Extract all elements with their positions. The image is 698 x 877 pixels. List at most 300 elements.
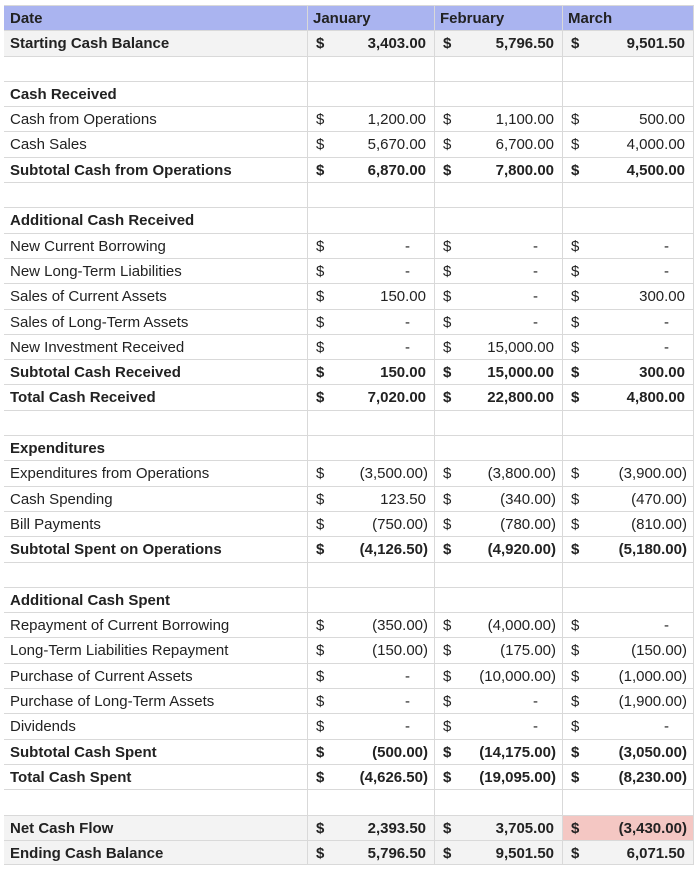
- value-cell[interactable]: [562, 31, 694, 55]
- value-cell[interactable]: [307, 436, 434, 460]
- value-cell[interactable]: [562, 740, 694, 764]
- value-cell[interactable]: [307, 411, 434, 435]
- value-cell[interactable]: [307, 360, 434, 384]
- currency-symbol: $: [571, 389, 580, 407]
- amount: (3,050.00): [618, 743, 687, 761]
- currency-symbol: $: [571, 237, 580, 255]
- value-cell[interactable]: [307, 638, 434, 662]
- value-cell[interactable]: [307, 183, 434, 207]
- row-total-cash-received: [4, 384, 694, 409]
- currency-symbol: $: [316, 35, 325, 53]
- value-cell[interactable]: [562, 563, 694, 587]
- amount: -: [533, 262, 538, 280]
- currency-symbol: $: [571, 364, 580, 382]
- amount: 15,000.00: [487, 338, 554, 356]
- currency-symbol: $: [571, 161, 580, 179]
- value-cell[interactable]: [562, 638, 694, 662]
- amount: 22,800.00: [487, 389, 554, 407]
- value-cell[interactable]: [434, 487, 562, 511]
- currency-symbol: $: [571, 515, 580, 533]
- value-cell[interactable]: [307, 132, 434, 156]
- header-row: [4, 5, 694, 30]
- amount: (3,430.00): [618, 819, 687, 837]
- value-cell[interactable]: [562, 107, 694, 131]
- label-cell[interactable]: [4, 790, 307, 814]
- currency-symbol: $: [443, 819, 452, 837]
- value-cell[interactable]: [307, 310, 434, 334]
- value-cell[interactable]: [307, 335, 434, 359]
- header-month-january[interactable]: January: [307, 6, 434, 30]
- label-cell[interactable]: Cash Received: [10, 85, 117, 103]
- currency-symbol: $: [443, 262, 452, 280]
- currency-symbol: $: [316, 617, 325, 635]
- value-cell[interactable]: [307, 664, 434, 688]
- currency-symbol: $: [316, 364, 325, 382]
- value-cell[interactable]: [562, 385, 694, 409]
- currency-symbol: $: [316, 743, 325, 761]
- value-cell[interactable]: [307, 790, 434, 814]
- value-cell[interactable]: [307, 512, 434, 536]
- currency-symbol: $: [443, 541, 452, 559]
- amount: 6,870.00: [367, 161, 426, 179]
- amount: (14,175.00): [479, 743, 556, 761]
- value-cell[interactable]: [307, 158, 434, 182]
- value-cell[interactable]: [307, 563, 434, 587]
- label-cell[interactable]: [4, 57, 307, 81]
- row-sales-of-long-term-assets: [4, 309, 694, 334]
- amount: (470.00): [631, 490, 687, 508]
- section-row-additional-cash-spent: [4, 587, 694, 612]
- currency-symbol: $: [443, 288, 452, 306]
- value-cell[interactable]: [307, 740, 434, 764]
- row-new-investment-received: [4, 334, 694, 359]
- currency-symbol: $: [571, 136, 580, 154]
- value-cell[interactable]: [562, 461, 694, 485]
- label-cell[interactable]: Sales of Long-Term Assets: [10, 313, 189, 331]
- currency-symbol: $: [443, 364, 452, 382]
- currency-symbol: $: [443, 465, 452, 483]
- label-cell[interactable]: Starting Cash Balance: [10, 35, 170, 53]
- currency-symbol: $: [316, 768, 325, 786]
- row-bill-payments: [4, 511, 694, 536]
- value-cell[interactable]: [434, 588, 562, 612]
- currency-symbol: $: [316, 465, 325, 483]
- currency-symbol: $: [316, 515, 325, 533]
- label-cell[interactable]: Expenditures from Operations: [10, 465, 210, 483]
- blank-row: [4, 562, 694, 587]
- amount: -: [664, 718, 669, 736]
- currency-symbol: $: [316, 161, 325, 179]
- amount: (3,900.00): [618, 465, 687, 483]
- value-cell[interactable]: [434, 107, 562, 131]
- value-cell[interactable]: [562, 132, 694, 156]
- value-cell[interactable]: [307, 588, 434, 612]
- currency-symbol: $: [316, 819, 325, 837]
- value-cell[interactable]: [434, 132, 562, 156]
- value-cell[interactable]: [562, 411, 694, 435]
- value-cell[interactable]: [562, 158, 694, 182]
- currency-symbol: $: [571, 313, 580, 331]
- value-cell[interactable]: [434, 461, 562, 485]
- value-cell[interactable]: [434, 31, 562, 55]
- row-expenditures-from-operations: [4, 460, 694, 485]
- currency-symbol: $: [571, 262, 580, 280]
- amount: 5,796.50: [367, 844, 426, 862]
- label-cell[interactable]: New Long-Term Liabilities: [10, 262, 182, 280]
- row-cash-spending: [4, 486, 694, 511]
- amount: -: [533, 288, 538, 306]
- blank-row: [4, 56, 694, 81]
- currency-symbol: $: [316, 288, 325, 306]
- blank-row: [4, 410, 694, 435]
- currency-symbol: $: [316, 667, 325, 685]
- value-cell[interactable]: [562, 208, 694, 232]
- amount: (4,920.00): [487, 541, 556, 559]
- currency-symbol: $: [571, 693, 580, 711]
- label-cell[interactable]: Cash Sales: [10, 136, 87, 154]
- value-cell[interactable]: [562, 82, 694, 106]
- amount: (4,626.50): [359, 768, 428, 786]
- value-cell[interactable]: [307, 689, 434, 713]
- currency-symbol: $: [443, 718, 452, 736]
- currency-symbol: $: [443, 338, 452, 356]
- amount: 500.00: [639, 111, 685, 129]
- amount: (750.00): [372, 515, 428, 533]
- value-cell[interactable]: [307, 82, 434, 106]
- amount: (340.00): [500, 490, 556, 508]
- row-ending-cash-balance: [4, 840, 694, 865]
- currency-symbol: $: [316, 111, 325, 129]
- label-cell[interactable]: Subtotal Cash from Operations: [10, 161, 232, 179]
- label-cell[interactable]: [4, 183, 307, 207]
- amount: (810.00): [631, 515, 687, 533]
- row-subtotal-cash-received: [4, 359, 694, 384]
- value-cell[interactable]: [434, 57, 562, 81]
- label-cell[interactable]: Total Cash Received: [10, 389, 156, 407]
- row-repayment-of-current-borrowing: [4, 612, 694, 637]
- row-new-current-borrowing: [4, 233, 694, 258]
- amount: 123.50: [380, 490, 426, 508]
- value-cell[interactable]: [307, 537, 434, 561]
- value-cell[interactable]: [434, 310, 562, 334]
- label-cell[interactable]: Expenditures: [10, 440, 106, 458]
- label-cell[interactable]: Long-Term Liabilities Repayment: [10, 642, 229, 660]
- currency-symbol: $: [571, 288, 580, 306]
- amount: 6,071.50: [626, 844, 685, 862]
- label-cell[interactable]: Ending Cash Balance: [10, 844, 164, 862]
- amount: 300.00: [639, 288, 685, 306]
- value-cell[interactable]: [307, 31, 434, 55]
- value-cell[interactable]: [307, 107, 434, 131]
- currency-symbol: $: [571, 844, 580, 862]
- currency-symbol: $: [571, 541, 580, 559]
- value-cell[interactable]: [562, 487, 694, 511]
- value-cell[interactable]: [562, 183, 694, 207]
- amount: (1,900.00): [618, 693, 687, 711]
- amount: 1,200.00: [367, 111, 426, 129]
- amount: -: [533, 718, 538, 736]
- amount: (500.00): [372, 743, 428, 761]
- section-row-expenditures: [4, 435, 694, 460]
- amount: (4,126.50): [359, 541, 428, 559]
- label-cell[interactable]: Net Cash Flow: [10, 819, 114, 837]
- label-cell[interactable]: Additional Cash Received: [10, 212, 195, 230]
- currency-symbol: $: [316, 490, 325, 508]
- row-dividends: [4, 713, 694, 738]
- currency-symbol: $: [316, 844, 325, 862]
- value-cell[interactable]: [434, 259, 562, 283]
- amount: -: [664, 617, 669, 635]
- amount: -: [405, 338, 410, 356]
- value-cell[interactable]: [434, 613, 562, 637]
- label-cell[interactable]: Subtotal Cash Spent: [10, 743, 157, 761]
- value-cell[interactable]: [307, 385, 434, 409]
- amount: (350.00): [372, 617, 428, 635]
- value-cell[interactable]: [562, 310, 694, 334]
- amount: -: [664, 338, 669, 356]
- value-cell[interactable]: [562, 816, 694, 840]
- value-cell[interactable]: [307, 714, 434, 738]
- label-cell[interactable]: New Current Borrowing: [10, 237, 166, 255]
- header-month-march[interactable]: March: [562, 6, 694, 30]
- currency-symbol: $: [316, 313, 325, 331]
- row-subtotal-cash-from-operations: [4, 157, 694, 182]
- amount: 9,501.50: [626, 35, 685, 53]
- label-cell[interactable]: Cash Spending: [10, 490, 113, 508]
- value-cell[interactable]: [307, 613, 434, 637]
- amount: 150.00: [380, 364, 426, 382]
- amount: 9,501.50: [495, 844, 554, 862]
- value-cell[interactable]: [562, 588, 694, 612]
- currency-symbol: $: [443, 389, 452, 407]
- currency-symbol: $: [443, 667, 452, 685]
- row-subtotal-spent-on-operations: [4, 536, 694, 561]
- amount: (8,230.00): [618, 768, 687, 786]
- label-cell[interactable]: [4, 563, 307, 587]
- amount: (5,180.00): [618, 541, 687, 559]
- amount: 3,403.00: [367, 35, 426, 53]
- value-cell[interactable]: [562, 714, 694, 738]
- currency-symbol: $: [316, 237, 325, 255]
- currency-symbol: $: [443, 844, 452, 862]
- amount: 2,393.50: [367, 819, 426, 837]
- label-cell[interactable]: Total Cash Spent: [10, 768, 132, 786]
- label-cell[interactable]: Purchase of Current Assets: [10, 667, 193, 685]
- label-cell[interactable]: [4, 411, 307, 435]
- amount: -: [664, 262, 669, 280]
- currency-symbol: $: [443, 136, 452, 154]
- amount: 4,000.00: [626, 136, 685, 154]
- header-month-february[interactable]: February: [434, 6, 562, 30]
- amount: 4,800.00: [626, 389, 685, 407]
- value-cell[interactable]: [307, 234, 434, 258]
- value-cell[interactable]: [307, 259, 434, 283]
- value-cell[interactable]: [562, 360, 694, 384]
- currency-symbol: $: [316, 541, 325, 559]
- value-cell[interactable]: [434, 183, 562, 207]
- section-row-additional-cash-received: [4, 207, 694, 232]
- value-cell[interactable]: [434, 436, 562, 460]
- currency-symbol: $: [443, 313, 452, 331]
- value-cell[interactable]: [434, 537, 562, 561]
- currency-symbol: $: [443, 743, 452, 761]
- value-cell[interactable]: [434, 234, 562, 258]
- row-sales-of-current-assets: [4, 283, 694, 308]
- value-cell[interactable]: [307, 57, 434, 81]
- row-cash-from-operations: [4, 106, 694, 131]
- label-cell[interactable]: Cash from Operations: [10, 111, 157, 129]
- amount: 5,796.50: [495, 35, 554, 53]
- currency-symbol: $: [571, 768, 580, 786]
- currency-symbol: $: [316, 642, 325, 660]
- value-cell[interactable]: [434, 512, 562, 536]
- amount: -: [405, 262, 410, 280]
- value-cell[interactable]: [434, 158, 562, 182]
- amount: 3,705.00: [495, 819, 554, 837]
- currency-symbol: $: [571, 667, 580, 685]
- value-cell[interactable]: [434, 790, 562, 814]
- value-cell[interactable]: [434, 841, 562, 864]
- currency-symbol: $: [571, 111, 580, 129]
- row-total-cash-spent: [4, 764, 694, 789]
- value-cell[interactable]: [434, 411, 562, 435]
- amount: -: [533, 313, 538, 331]
- amount: 7,020.00: [367, 389, 426, 407]
- row-cash-sales: [4, 131, 694, 156]
- currency-symbol: $: [316, 718, 325, 736]
- value-cell[interactable]: [434, 689, 562, 713]
- value-cell[interactable]: [562, 436, 694, 460]
- amount: -: [405, 718, 410, 736]
- currency-symbol: $: [571, 465, 580, 483]
- value-cell[interactable]: [562, 512, 694, 536]
- amount: (150.00): [372, 642, 428, 660]
- value-cell[interactable]: [562, 689, 694, 713]
- value-cell[interactable]: [562, 765, 694, 789]
- currency-symbol: $: [571, 490, 580, 508]
- value-cell[interactable]: [562, 335, 694, 359]
- currency-symbol: $: [316, 693, 325, 711]
- currency-symbol: $: [443, 515, 452, 533]
- value-cell[interactable]: [562, 259, 694, 283]
- value-cell[interactable]: [434, 816, 562, 840]
- currency-symbol: $: [443, 161, 452, 179]
- amount: (3,800.00): [487, 465, 556, 483]
- value-cell[interactable]: [307, 208, 434, 232]
- value-cell[interactable]: [562, 664, 694, 688]
- label-cell[interactable]: Bill Payments: [10, 515, 101, 533]
- amount: -: [533, 693, 538, 711]
- row-net-cash-flow: [4, 815, 694, 840]
- amount: 1,100.00: [495, 111, 554, 129]
- currency-symbol: $: [316, 136, 325, 154]
- value-cell[interactable]: [434, 385, 562, 409]
- currency-symbol: $: [571, 743, 580, 761]
- amount: (4,000.00): [487, 617, 556, 635]
- value-cell[interactable]: [434, 82, 562, 106]
- value-cell[interactable]: [434, 765, 562, 789]
- amount: (19,095.00): [479, 768, 556, 786]
- currency-symbol: $: [571, 819, 580, 837]
- amount: -: [405, 313, 410, 331]
- value-cell[interactable]: [562, 284, 694, 308]
- currency-symbol: $: [443, 237, 452, 255]
- value-cell[interactable]: [307, 841, 434, 864]
- amount: 300.00: [639, 364, 685, 382]
- value-cell[interactable]: [434, 208, 562, 232]
- value-cell[interactable]: [434, 740, 562, 764]
- value-cell[interactable]: [307, 461, 434, 485]
- header-date-cell[interactable]: Date: [10, 10, 43, 27]
- value-cell[interactable]: [307, 816, 434, 840]
- label-cell[interactable]: Subtotal Cash Received: [10, 364, 181, 382]
- currency-symbol: $: [443, 35, 452, 53]
- amount: 15,000.00: [487, 364, 554, 382]
- value-cell[interactable]: [434, 714, 562, 738]
- value-cell[interactable]: [307, 765, 434, 789]
- amount: (3,500.00): [359, 465, 428, 483]
- amount: -: [664, 313, 669, 331]
- value-cell[interactable]: [562, 537, 694, 561]
- value-cell[interactable]: [434, 638, 562, 662]
- label-cell[interactable]: Subtotal Spent on Operations: [10, 541, 222, 559]
- label-cell[interactable]: Repayment of Current Borrowing: [10, 617, 230, 635]
- value-cell[interactable]: [434, 284, 562, 308]
- amount: 150.00: [380, 288, 426, 306]
- row-new-long-term-liabilities: [4, 258, 694, 283]
- value-cell[interactable]: [307, 487, 434, 511]
- label-cell[interactable]: Dividends: [10, 718, 76, 736]
- amount: 6,700.00: [495, 136, 554, 154]
- label-cell[interactable]: Purchase of Long-Term Assets: [10, 693, 215, 711]
- amount: (780.00): [500, 515, 556, 533]
- value-cell[interactable]: [434, 664, 562, 688]
- amount: -: [405, 237, 410, 255]
- currency-symbol: $: [571, 338, 580, 356]
- label-cell[interactable]: New Investment Received: [10, 338, 185, 356]
- section-row-cash-received: [4, 81, 694, 106]
- amount: -: [405, 693, 410, 711]
- currency-symbol: $: [443, 490, 452, 508]
- value-cell[interactable]: [562, 790, 694, 814]
- value-cell[interactable]: [307, 284, 434, 308]
- label-cell[interactable]: Sales of Current Assets: [10, 288, 167, 306]
- value-cell[interactable]: [434, 563, 562, 587]
- value-cell[interactable]: [434, 335, 562, 359]
- amount: -: [533, 237, 538, 255]
- amount: 7,800.00: [495, 161, 554, 179]
- amount: 5,670.00: [367, 136, 426, 154]
- value-cell[interactable]: [562, 613, 694, 637]
- label-cell[interactable]: Additional Cash Spent: [10, 591, 171, 609]
- currency-symbol: $: [571, 718, 580, 736]
- currency-symbol: $: [316, 338, 325, 356]
- cash-flow-sheet: [4, 5, 694, 865]
- currency-symbol: $: [571, 617, 580, 635]
- amount: (175.00): [500, 642, 556, 660]
- currency-symbol: $: [316, 389, 325, 407]
- value-cell[interactable]: [562, 234, 694, 258]
- row-long-term-liabilities-repayment: [4, 637, 694, 662]
- currency-symbol: $: [443, 693, 452, 711]
- amount: 4,500.00: [626, 161, 685, 179]
- value-cell[interactable]: [562, 57, 694, 81]
- value-cell[interactable]: [562, 841, 694, 864]
- currency-symbol: $: [571, 642, 580, 660]
- value-cell[interactable]: [434, 360, 562, 384]
- currency-symbol: $: [443, 768, 452, 786]
- currency-symbol: $: [443, 617, 452, 635]
